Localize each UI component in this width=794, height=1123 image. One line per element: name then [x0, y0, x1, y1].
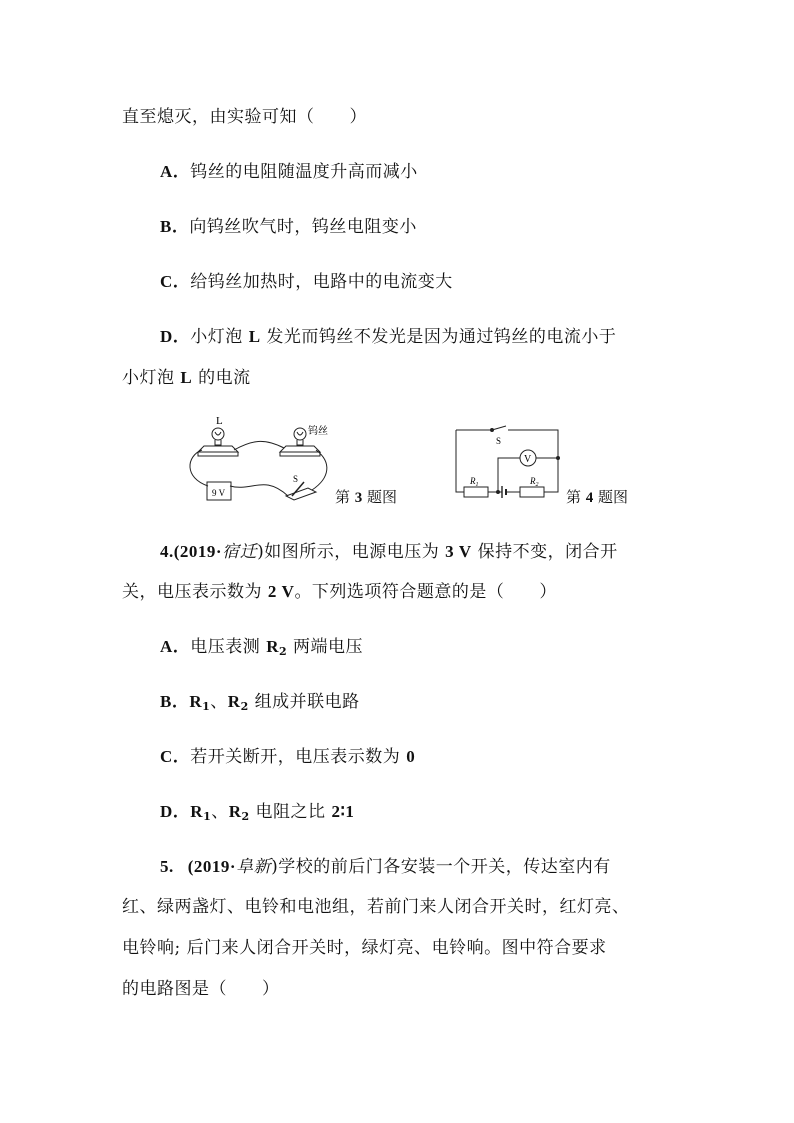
option-text: 发光而钨丝不发光是因为通过钨丝的电流小于: [260, 327, 617, 347]
lamp-label: L: [216, 415, 223, 427]
resistor-r2: [520, 487, 544, 497]
q5-stem-line2: 红、绿两盏灯、电铃和电池组，若前门来人闭合开关时，红灯亮、: [122, 897, 630, 917]
q3-continuation: 直至熄灭，由实验可知（ ）: [122, 107, 367, 127]
wire-board-edge: [280, 452, 320, 456]
option-text: 、: [210, 692, 228, 712]
wire: [456, 430, 464, 492]
caption-number: 3: [354, 490, 363, 506]
question-source-place: 宿迁: [222, 542, 258, 562]
r1-subscript: 1: [475, 482, 479, 488]
switch-lever: [292, 482, 304, 496]
figure-4-caption: [566, 486, 628, 507]
option-letter: D．: [160, 327, 191, 346]
switch-label: S: [496, 436, 502, 446]
q5-stem-line3: 电铃响; 后门来人闭合开关时，绿灯亮、电铃响。图中符合要求: [122, 938, 607, 958]
r1-label: [469, 476, 479, 488]
option-text: 电阻之比: [249, 802, 332, 822]
option-text: 的电流: [192, 368, 251, 388]
lamp-bulb: [212, 428, 224, 440]
voltage-value: 2 V: [267, 582, 295, 601]
lamp-symbol: L: [180, 368, 193, 387]
q3-option-d-cont: [122, 365, 251, 391]
option-letter: D．: [160, 802, 191, 821]
resistor-r1: [464, 487, 488, 497]
switch-base: [286, 488, 316, 500]
question-text: 关，电压表示数为: [122, 582, 268, 602]
wire: [190, 450, 208, 486]
option-value: 0: [406, 747, 416, 766]
question-number: 4.: [160, 542, 174, 561]
option-letter: A．: [160, 162, 191, 181]
wire: [234, 441, 284, 450]
option-text: 、: [211, 802, 229, 822]
resistor-subscript: 1: [202, 700, 211, 713]
battery-label: 9 V: [212, 488, 226, 498]
resistor-symbol: R: [189, 692, 203, 711]
caption-text: 题图: [593, 488, 629, 506]
switch-blade: [492, 426, 506, 430]
option-text: 向钨丝吹气时，钨丝电阻变小: [189, 217, 417, 237]
option-text: 小灯泡: [122, 368, 181, 388]
r1-letter: R: [470, 476, 476, 486]
option-text: 两端电压: [287, 637, 364, 657]
q3-option-b: [160, 214, 417, 240]
caption-number: 4: [585, 490, 594, 506]
lamp-symbol: L: [248, 327, 261, 346]
resistor-symbol: R: [190, 802, 204, 821]
option-text: 钨丝的电阻随温度升高而减小: [190, 162, 418, 182]
q4-stem-line2: [122, 579, 557, 605]
q4-option-b: [160, 689, 360, 720]
voltage-value: 3 V: [445, 542, 472, 561]
resistor-symbol: R: [228, 802, 242, 821]
wire-board: [280, 446, 320, 452]
q4-option-c: [160, 744, 415, 770]
caption-text: 第: [335, 488, 355, 506]
option-text: 若开关断开，电压表示数为: [190, 747, 407, 767]
question-text: )学校的前后门各安装一个开关，传达室内有: [271, 857, 611, 877]
figure-4-circuit: [452, 424, 564, 506]
resistor-symbol: R: [266, 637, 279, 656]
resistor-subscript: 1: [203, 810, 212, 823]
q3-option-d: [160, 324, 616, 350]
resistor-subscript: 2: [278, 645, 288, 658]
wire: [230, 485, 288, 496]
resistor-symbol: R: [227, 692, 241, 711]
question-source: (2019·: [187, 857, 237, 876]
ratio-value: 2∶1: [331, 802, 355, 821]
caption-text: 题图: [362, 488, 398, 506]
lamp-board-edge: [198, 452, 238, 456]
question-text: 保持不变，闭合开: [471, 542, 618, 562]
question-text: )如图所示，电源电压为: [257, 542, 446, 562]
option-letter: B．: [160, 217, 190, 236]
resistor-subscript: 2: [240, 700, 249, 713]
option-text: 电压表测: [190, 637, 267, 657]
q3-option-c: [160, 269, 453, 295]
question-number: 5.: [160, 857, 174, 876]
resistor-subscript: 2: [241, 810, 250, 823]
wire: [508, 430, 558, 458]
voltmeter-label: V: [524, 454, 532, 465]
voltmeter-wire: [498, 458, 520, 492]
q4-option-a: [160, 634, 363, 665]
figure-3-caption: [335, 486, 397, 507]
q4-stem-line1: [160, 539, 618, 565]
option-text: 给钨丝加热时，电路中的电流变大: [190, 272, 453, 292]
q5-stem-line1: [160, 854, 611, 880]
r2-label: [529, 476, 539, 488]
lamp-board: [198, 446, 238, 452]
caption-text: 第: [566, 488, 586, 506]
lamp-filament: [215, 432, 221, 435]
tungsten-bulb: [294, 428, 306, 440]
junction: [497, 491, 500, 494]
tungsten-filament: [297, 432, 303, 435]
option-text: 组成并联电路: [248, 692, 360, 712]
junction: [557, 457, 560, 460]
r2-subscript: 2: [535, 482, 539, 488]
figure-3-circuit: [180, 412, 340, 510]
option-letter: B．: [160, 692, 190, 711]
tungsten-wire-label: 钨丝: [308, 426, 328, 437]
option-letter: C．: [160, 747, 191, 766]
q4-option-d: [160, 799, 354, 830]
r2-letter: R: [530, 476, 536, 486]
option-letter: C．: [160, 272, 191, 291]
question-source-place: 阜新: [236, 857, 272, 877]
question-text: 。下列选项符合题意的是（ ）: [294, 582, 557, 602]
switch-contact: [491, 429, 494, 432]
wire: [544, 458, 558, 492]
tungsten-base: [297, 440, 303, 445]
q5-stem-line4: 的电路图是（ ）: [122, 979, 280, 999]
option-letter: A．: [160, 637, 191, 656]
switch-label: S: [293, 474, 299, 484]
option-text: 小灯泡: [190, 327, 249, 347]
q3-option-a: [160, 159, 418, 185]
question-source: (2019·: [173, 542, 223, 561]
lamp-base: [215, 440, 221, 445]
